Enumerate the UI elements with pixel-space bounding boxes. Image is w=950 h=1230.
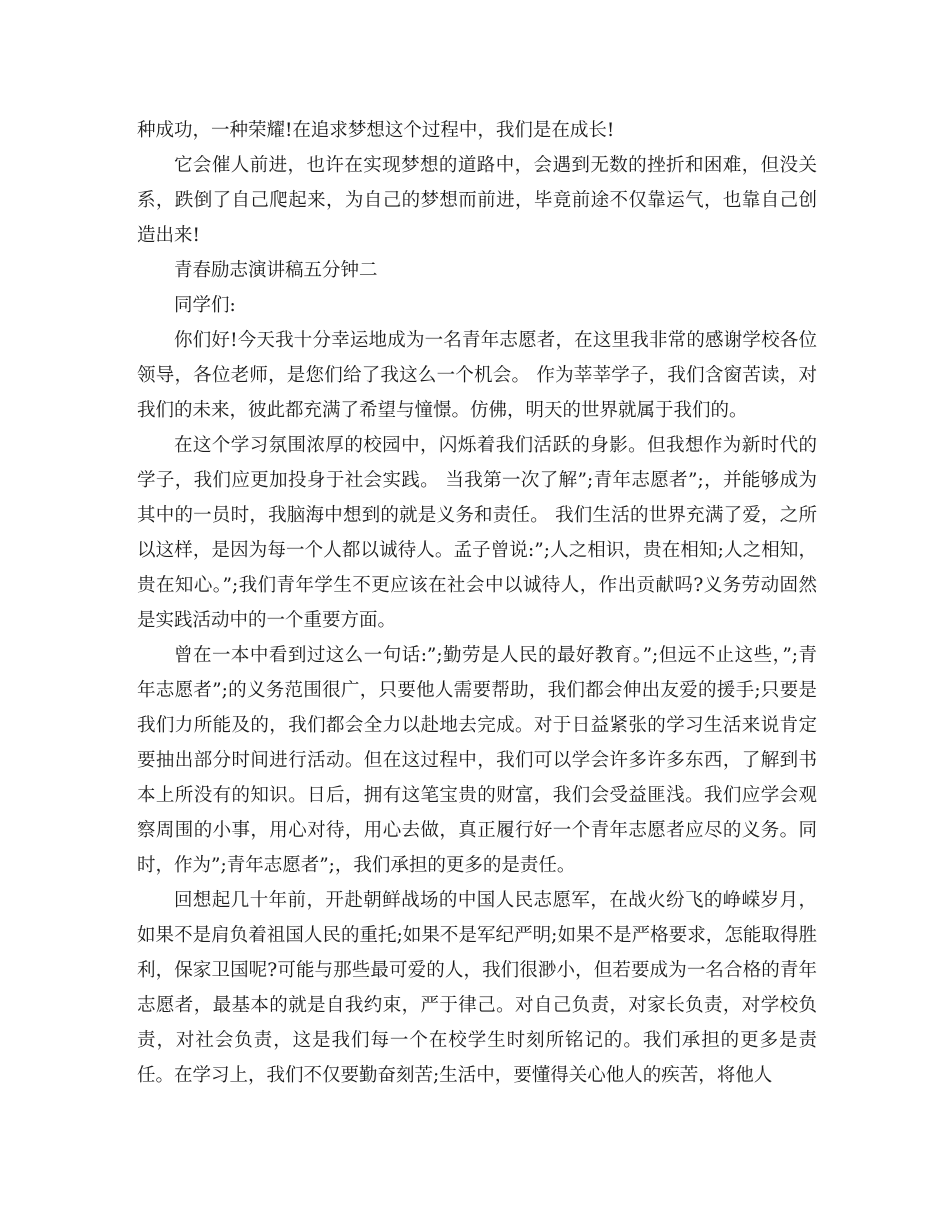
document-body xyxy=(137,113,817,1093)
salutation: 同学们: xyxy=(174,295,236,316)
paragraph: 在这个学习氛围浓厚的校园中，闪烁着我们活跃的身影。但我想作为新时代的学子，我们应更加投身于社会实践。 当我第一次了解”;青年志愿者”;，并能够成为其中的一员时，我脑海中想到的就是义务和责任。 我们生活的世界充满了爱，之所以这样，是因为每一个人都以诚待人。孟子曾说:”;人之相识，贵在相知;人之相知，贵在知心。”;我们青年学生不更应该在社会中以诚待人，作出贡献吗?义务劳动固然是实践活动中的一个重要方面。 xyxy=(137,435,817,631)
paragraph-continuation: 种成功，一种荣耀!在追求梦想这个过程中，我们是在成长! xyxy=(137,120,615,141)
paragraph: 你们好!今天我十分幸运地成为一名青年志愿者，在这里我非常的感谢学校各位领导，各位老师，是您们给了我这么一个机会。 作为莘莘学子，我们含窗苦读，对我们的未来，彼此都充满了希望与憧憬。仿佛，明天的世界就属于我们的。 xyxy=(137,330,817,421)
paragraph: 曾在一本中看到过这么一句话:”;勤劳是人民的最好教育。”;但远不止这些，”;青年志愿者”;的义务范围很广，只要他人需要帮助，我们都会伸出友爱的援手;只要是我们力所能及的，我们都会全力以赴地去完成。对于日益紧张的学习生活来说肯定要抽出部分时间进行活动。但在这过程中，我们可以学会许多许多东西，了解到书本上所没有的知识。日后，拥有这笔宝贵的财富，我们会受益匪浅。我们应学会观察周围的小事，用心对待，用心去做，真正履行好一个青年志愿者应尽的义务。同时，作为”;青年志愿者”;，我们承担的更多的是责任。 xyxy=(137,645,817,876)
section-heading: 青春励志演讲稿五分钟二 xyxy=(174,260,378,281)
paragraph: 它会催人前进，也许在实现梦想的道路中，会遇到无数的挫折和困难，但没关系，跌倒了自己爬起来，为自己的梦想而前进，毕竟前途不仅靠运气，也靠自己创造出来! xyxy=(137,155,817,246)
paragraph: 回想起几十年前，开赴朝鲜战场的中国人民志愿军，在战火纷飞的峥嵘岁月，如果不是肩负着祖国人民的重托;如果不是军纪严明;如果不是严格要求，怎能取得胜利，保家卫国呢?可能与那些最可爱的人，我们很渺小，但若要成为一名合格的青年志愿者，最基本的就是自我约束，严于律己。对自己负责，对家长负责，对学校负责，对社会负责，这是我们每一个在校学生时刻所铭记的。我们承担的更多是责任。在学习上，我们不仅要勤奋刻苦;生活中，要懂得关心他人的疾苦，将他人 xyxy=(137,890,817,1086)
